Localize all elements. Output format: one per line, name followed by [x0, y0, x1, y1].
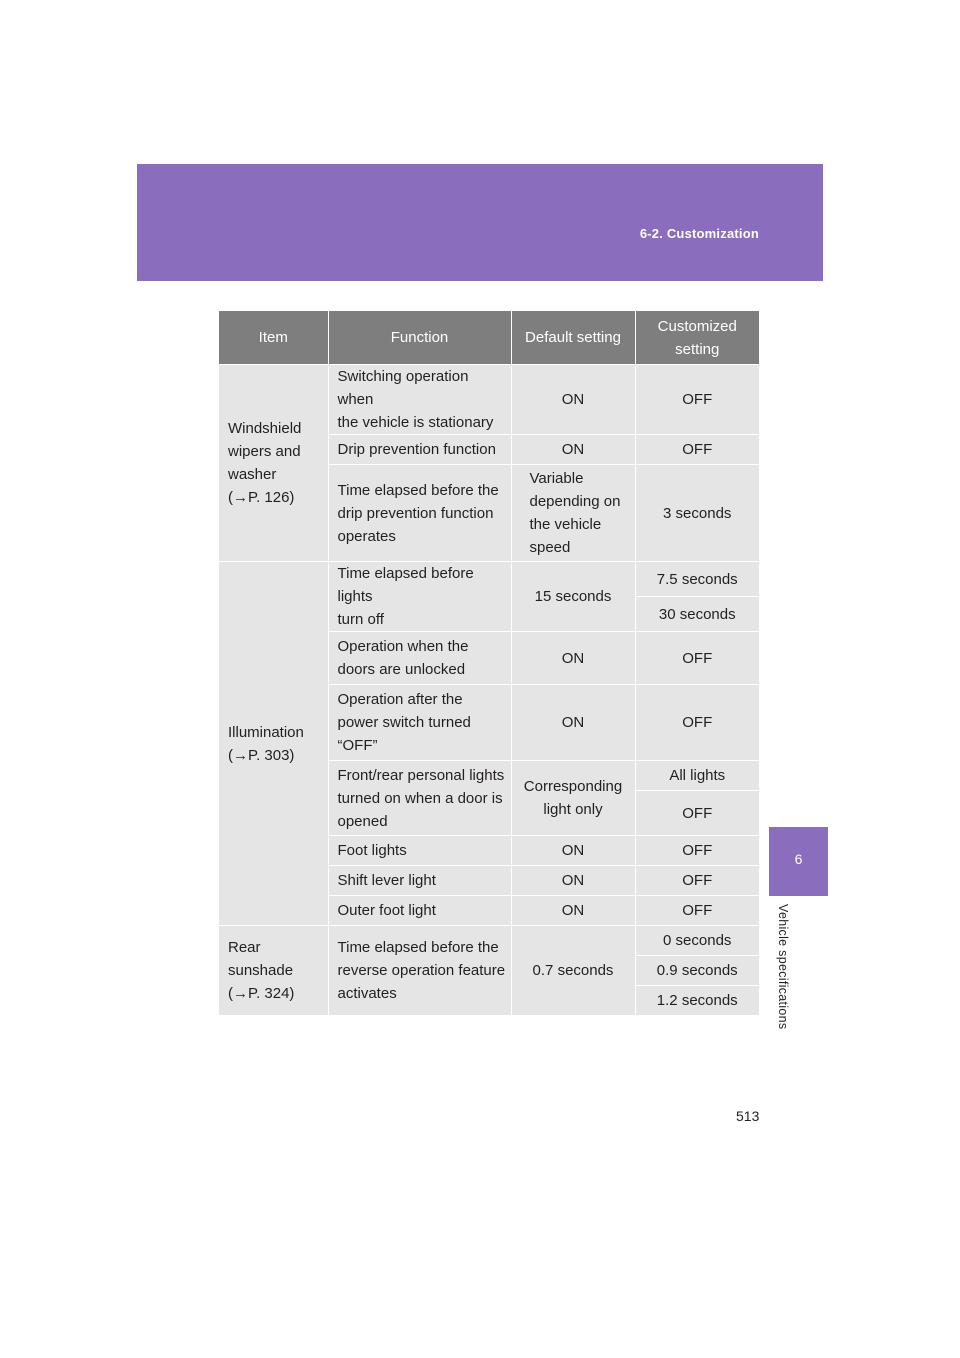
customized-setting-cell: 0.9 seconds: [635, 956, 759, 986]
cell-line: Operation after the: [337, 691, 463, 708]
item-cell: [219, 365, 328, 562]
header-band: [137, 164, 823, 281]
cell-line: Drip prevention function: [337, 441, 496, 458]
section-title: 6-2. Customization: [639, 226, 759, 241]
cell-line: (→P. 126): [228, 489, 295, 506]
function-cell: [328, 562, 511, 632]
chapter-tab: [769, 827, 828, 896]
function-cell: [328, 685, 511, 761]
default-setting-cell: [511, 465, 635, 562]
function-cell: [328, 896, 511, 926]
table-row: [219, 365, 759, 435]
cell-line: 0.7 seconds: [532, 962, 614, 979]
cell-line: (→P. 303): [228, 746, 295, 764]
cell-line: washer: [228, 466, 277, 483]
customized-setting-cell: All lights: [635, 761, 759, 791]
chapter-label: Vehicle specifications: [776, 904, 790, 1030]
cell-line: Switching operation when: [337, 368, 469, 408]
function-cell: [328, 435, 511, 465]
table-row: [219, 926, 759, 956]
cell-line: ON: [561, 649, 585, 667]
cell-line: the vehicle: [529, 516, 602, 533]
function-cell: [328, 632, 511, 685]
customized-setting-cell: 0 seconds: [635, 926, 759, 956]
function-cell: [328, 926, 511, 1016]
default-setting-cell: [511, 562, 635, 632]
cell-line: Windshield: [228, 420, 302, 437]
cell-line: ON: [561, 902, 585, 919]
cell-line: Time elapsed before the: [337, 939, 499, 956]
customized-setting-cell: OFF: [635, 896, 759, 926]
function-cell: [328, 866, 511, 896]
cell-line: ON: [561, 391, 585, 408]
customized-setting-cell: OFF: [635, 685, 759, 761]
cell-line: drip prevention function: [337, 504, 494, 522]
cell-line: Corresponding: [523, 778, 623, 795]
cell-line: light only: [543, 801, 603, 818]
cell-line: ON: [561, 714, 585, 731]
customization-table: [219, 311, 759, 1016]
cell-line: Rear sunshade: [228, 939, 294, 979]
cell-line: Shift lever light: [337, 872, 436, 889]
customized-setting-cell: 30 seconds: [635, 597, 759, 632]
cell-line: Time elapsed before the: [337, 481, 499, 499]
cell-line: ON: [561, 441, 585, 458]
cell-line: 15 seconds: [534, 588, 612, 605]
column-header-default: Default setting: [511, 311, 635, 365]
cell-line: Variable: [529, 470, 584, 487]
function-cell: [328, 365, 511, 435]
page-number: 513: [736, 1108, 760, 1124]
customized-setting-cell: OFF: [635, 435, 759, 465]
chapter-number: 6: [794, 851, 803, 867]
customized-setting-cell: OFF: [635, 632, 759, 685]
table-row: [219, 562, 759, 597]
table-body: [219, 365, 759, 1016]
cell-line: turn off: [337, 611, 384, 628]
item-cell: [219, 926, 328, 1016]
column-header-item: Item: [219, 311, 328, 365]
cell-line: activates: [337, 985, 397, 1002]
default-setting-cell: [511, 836, 635, 866]
item-cell: [219, 562, 328, 926]
table-header-row: [219, 311, 759, 365]
cell-line: ON: [561, 872, 585, 889]
default-setting-cell: [511, 926, 635, 1016]
cell-line: reverse operation feature: [337, 962, 506, 979]
cell-line: wipers and: [228, 443, 301, 460]
default-setting-cell: [511, 632, 635, 685]
function-cell: [328, 465, 511, 562]
cell-line: the vehicle is stationary: [337, 414, 494, 431]
customized-setting-cell: OFF: [635, 866, 759, 896]
default-setting-cell: [511, 866, 635, 896]
cell-line: Time elapsed before lights: [337, 565, 474, 605]
customized-setting-cell: 7.5 seconds: [635, 562, 759, 597]
cell-line: depending on: [529, 493, 621, 510]
cell-line: opened: [337, 812, 388, 830]
cell-line: Illumination: [228, 723, 304, 741]
cell-line: turned on when a door is: [337, 789, 503, 807]
function-cell: [328, 836, 511, 866]
default-setting-cell: [511, 761, 635, 836]
cell-line: speed: [529, 539, 571, 556]
cell-line: Front/rear personal lights: [337, 766, 505, 784]
cell-line: operates: [337, 527, 396, 545]
column-header-function: Function: [328, 311, 511, 365]
cell-line: doors are unlocked: [337, 661, 466, 678]
cell-line: Outer foot light: [337, 902, 436, 919]
customized-setting-cell: OFF: [635, 836, 759, 866]
cell-line: Operation when the: [337, 638, 469, 655]
cell-line: power switch turned: [337, 714, 471, 731]
cell-line: ON: [561, 842, 585, 859]
cell-line: “OFF”: [337, 737, 378, 754]
default-setting-cell: [511, 365, 635, 435]
default-setting-cell: [511, 435, 635, 465]
customized-setting-cell: 3 seconds: [635, 465, 759, 562]
function-cell: [328, 761, 511, 836]
customized-setting-cell: OFF: [635, 365, 759, 435]
customized-setting-cell: 1.2 seconds: [635, 986, 759, 1016]
cell-line: Foot lights: [337, 842, 407, 859]
customized-setting-cell: OFF: [635, 791, 759, 836]
cell-line: (→P. 324): [228, 985, 295, 1002]
default-setting-cell: [511, 896, 635, 926]
column-header-customized: Customized setting: [635, 311, 759, 365]
default-setting-cell: [511, 685, 635, 761]
